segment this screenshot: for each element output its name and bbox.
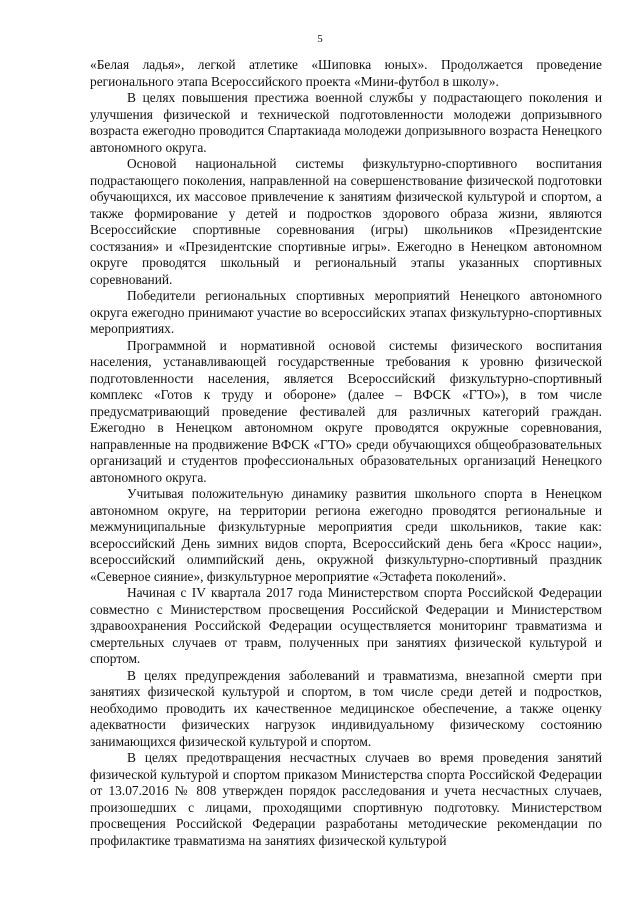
paragraph: Основой национальной системы физкультурно-спортивного воспитания подрастающего поколения, направленной на совершенствование физической подготовки обучающихся, их массовое привлечение к занятиям физической культурой и спортом, а также формирование у детей и подростков здорового образа жизни, являются Всероссийские спортивные соревнования (игры) школьников «Президентские состязания» и «Президентские спортивные игры». Ежегодно в Ненецком автономном округе проводятся школьный и региональный этапы указанных спортивных соревнований. <box>90 156 602 287</box>
paragraph: «Белая ладья», легкой атлетике «Шиповка юных». Продолжается проведение регионального этапа Всероссийского проекта «Мини-футбол в школу». <box>90 57 602 89</box>
paragraph: Программной и нормативной основой системы физического воспитания населения, устанавливающей государственные требования к уровню физической подготовленности населения, является Всероссийский физкультурно-спортивный комплекс «Готов к труду и обороне» (далее – ВФСК «ГТО»), в том числе предусматривающий проведение фестивалей для различных категорий граждан. Ежегодно в Ненецком автономном округе проводятся окружные соревнования, направленные на продвижение ВФСК «ГТО» среди обучающихся общеобразовательных организаций и студентов профессиональных образовательных организаций Ненецкого автономного округа. <box>90 337 602 485</box>
paragraph: В целях предупреждения заболеваний и травматизма, внезапной смерти при занятиях физической культурой и спортом, в том числе среди детей и подростков, необходимо проводить их качественное медицинское обеспечение, а также оценку адекватности физических нагрузок индивидуальному физическому состоянию занимающихся физической культурой и спортом. <box>90 667 602 749</box>
paragraph: Начиная с IV квартала 2017 года Министерством спорта Российской Федерации совместно с Министерством просвещения Российской Федерации и Министерством здравоохранения Российской Федерации осуществляется мониторинг травматизма и смертельных случаев от травм, полученных при занятиях физической культурой и спортом. <box>90 585 602 666</box>
page-number: 5 <box>317 33 323 45</box>
document-body <box>90 57 602 849</box>
paragraph: В целях повышения престижа военной службы у подрастающего поколения и улучшения физической и технической подготовленности молодежи допризывного возраста ежегодно проводится Спартакиада молодежи допризывного возраста Ненецкого автономного округа. <box>90 90 602 155</box>
paragraph: Учитывая положительную динамику развития школьного спорта в Ненецком автономном округе, на территории региона ежегодно проводятся региональные и межмуниципальные физкультурные мероприятия среди школьников, такие как: всероссийский День зимних видов спорта, Всероссийский день бега «Кросс нации», всероссийский олимпийский день, окружной физкультурно-спортивный праздник «Северное сияние», физкультурное мероприятие «Эстафета поколений». <box>90 486 602 584</box>
paragraph: В целях предотвращения несчастных случаев во время проведения занятий физической культурой и спортом приказом Министерства спорта Российской Федерации от 13.07.2016 № 808 утвержден порядок расследования и учета несчастных случаев, произошедших с лицами, проходящими спортивную подготовку. Министерством просвещения Российской Федерации разработаны методические рекомендации по профилактике травматизма на занятиях физической культурой <box>90 750 602 848</box>
paragraph: Победители региональных спортивных мероприятий Ненецкого автономного округа ежегодно принимают участие во всероссийских этапах физкультурно-спортивных мероприятиях. <box>90 288 602 336</box>
